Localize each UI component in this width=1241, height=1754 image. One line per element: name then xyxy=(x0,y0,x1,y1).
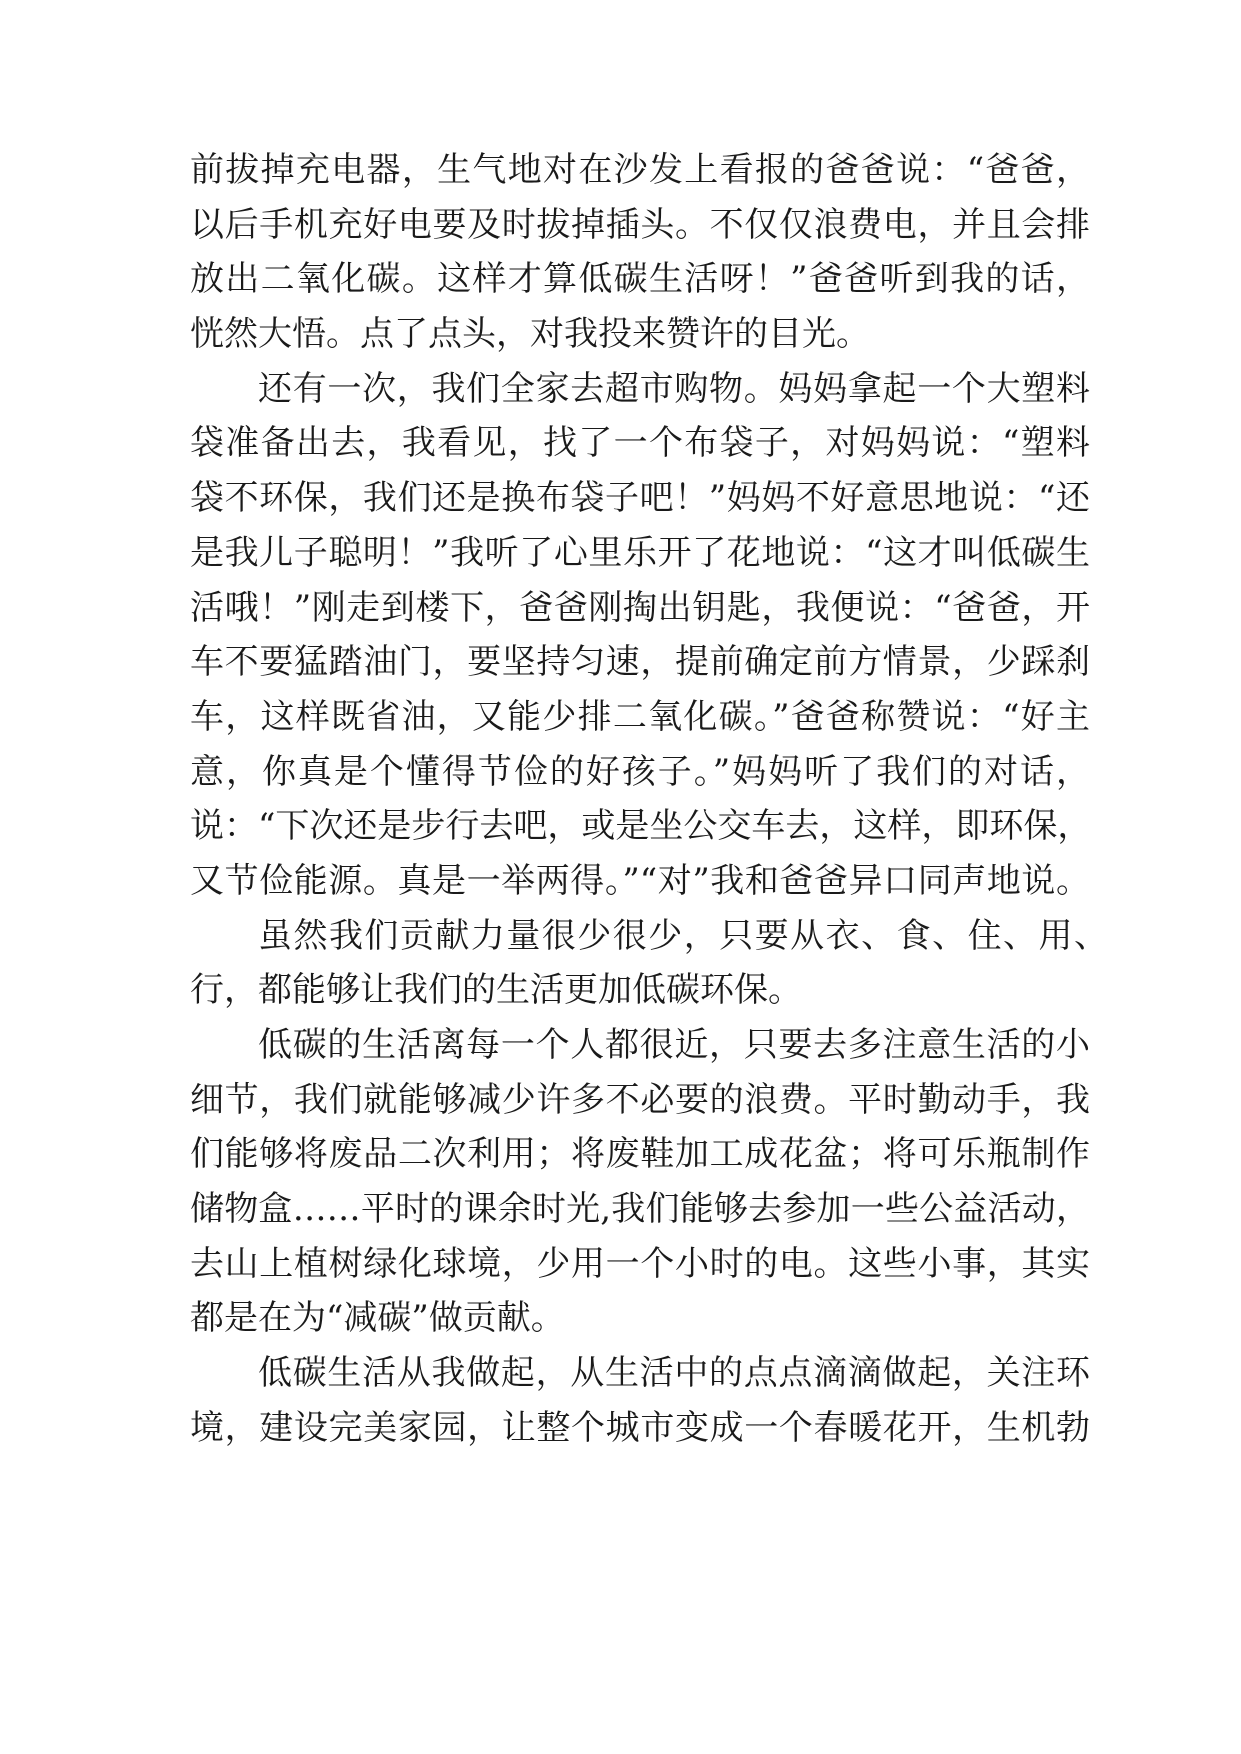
text-line: 前拔掉充电器，生气地对在沙发上看报的爸爸说：“爸爸， xyxy=(190,150,1090,190)
text-line: 放出二氧化碳。这样才算低碳生活呀！”爸爸听到我的话， xyxy=(190,259,1090,299)
text-line: 细节，我们就能够减少许多不必要的浪费。平时勤动手，我 xyxy=(190,1080,1090,1120)
text-line: 以后手机充好电要及时拔掉插头。不仅仅浪费电，并且会排 xyxy=(190,205,1090,245)
text-line: 袋准备出去，我看见，找了一个布袋子，对妈妈说：“塑料 xyxy=(190,423,1090,463)
text-line: 恍然大悟。点了点头，对我投来赞许的目光。 xyxy=(190,314,870,354)
text-line: 说：“下次还是步行去吧，或是坐公交车去，这样，即环保， xyxy=(190,806,1092,846)
text-line: 车，这样既省油，又能少排二氧化碳。”爸爸称赞说：“好主 xyxy=(190,697,1090,737)
text-line: 车不要猛踏油门，要坚持匀速，提前确定前方情景，少踩刹 xyxy=(190,642,1090,682)
text-line: 又节俭能源。真是一举两得。”“对”我和爸爸异口同声地说。 xyxy=(190,861,1090,901)
text-line: 行，都能够让我们的生活更加低碳环保。 xyxy=(190,970,802,1010)
text-line: 去山上植树绿化球境，少用一个小时的电。这些小事，其实 xyxy=(190,1244,1090,1284)
text-line: 还有一次，我们全家去超市购物。妈妈拿起一个大塑料 xyxy=(258,369,1090,409)
text-line: 境，建设完美家园，让整个城市变成一个春暖花开，生机勃 xyxy=(190,1408,1090,1448)
text-line: 虽然我们贡献力量很少很少，只要从衣、食、住、用、 xyxy=(258,916,1108,956)
text-line: 低碳生活从我做起，从生活中的点点滴滴做起，关注环 xyxy=(258,1353,1090,1393)
text-line: 低碳的生活离每一个人都很近，只要去多注意生活的小 xyxy=(258,1025,1090,1065)
text-line: 是我儿子聪明！”我听了心里乐开了花地说：“这才叫低碳生 xyxy=(190,533,1090,573)
text-line: 袋不环保，我们还是换布袋子吧！”妈妈不好意思地说：“还 xyxy=(190,478,1090,518)
text-line: 储物盒……平时的课余时光,我们能够去参加一些公益活动， xyxy=(190,1189,1090,1229)
text-line: 都是在为“减碳”做贡献。 xyxy=(190,1298,565,1338)
text-line: 活哦！”刚走到楼下，爸爸刚掏出钥匙，我便说：“爸爸，开 xyxy=(190,588,1090,628)
text-line: 意，你真是个懂得节俭的好孩子。”妈妈听了我们的对话， xyxy=(190,752,1090,792)
text-line: 们能够将废品二次利用；将废鞋加工成花盆；将可乐瓶制作 xyxy=(190,1134,1090,1174)
